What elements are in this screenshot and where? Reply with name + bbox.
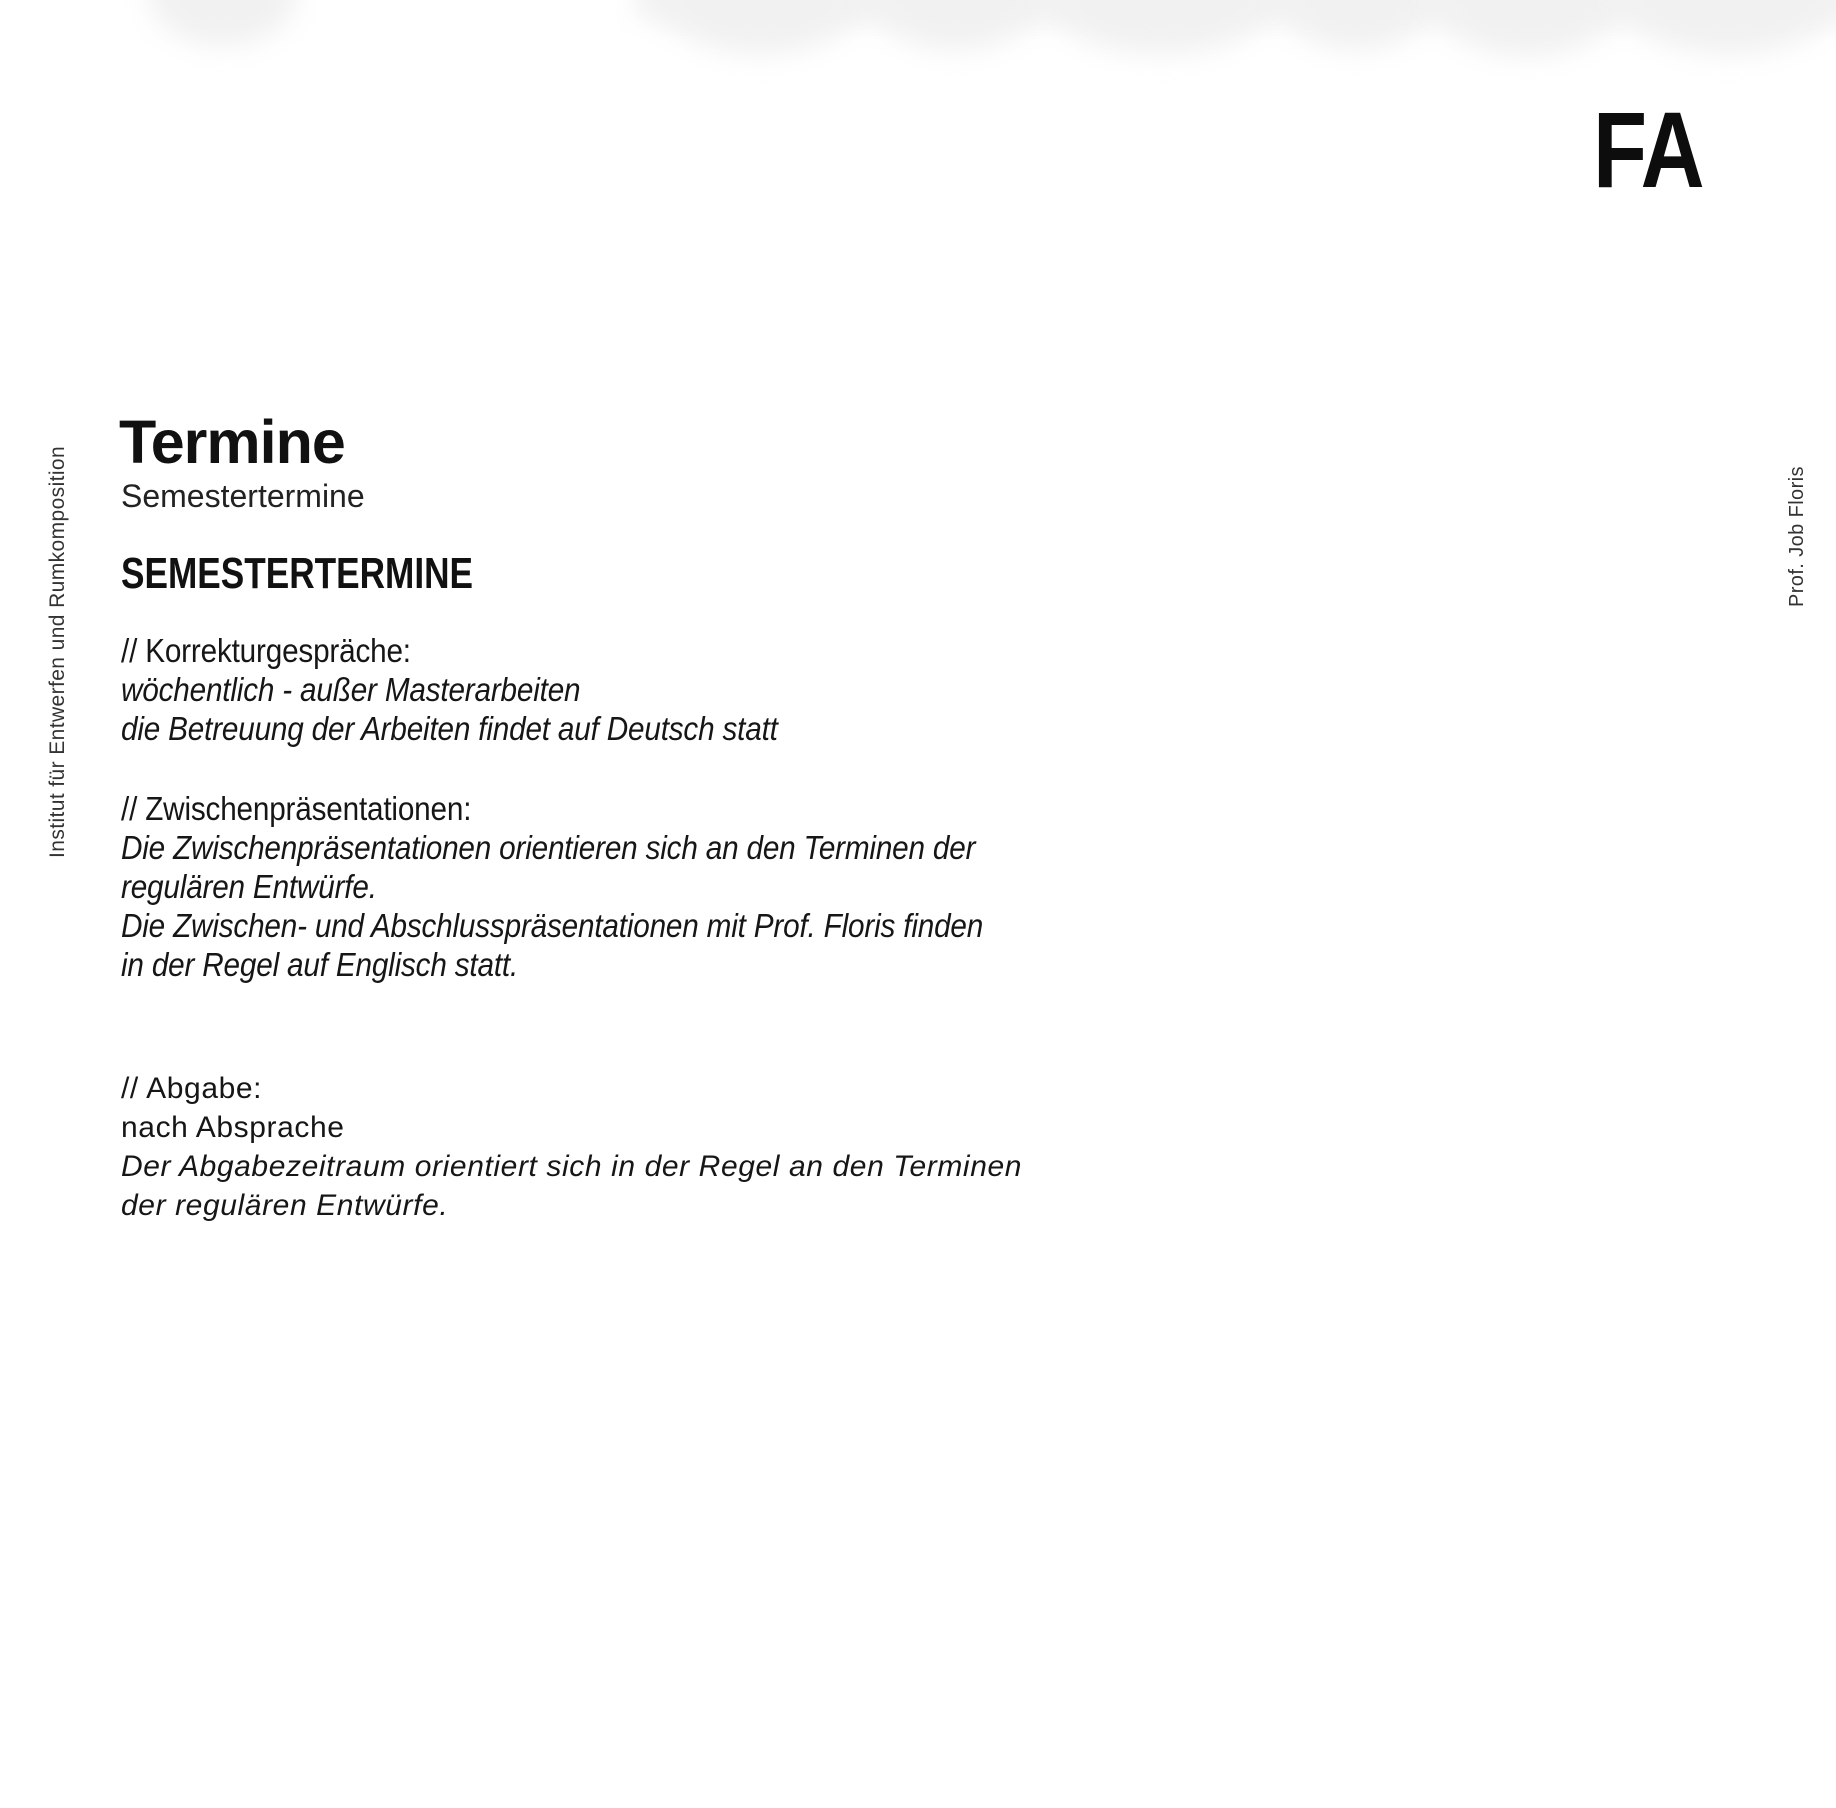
text-line: Die Zwischenpräsentationen orientieren sich an den Terminen der — [121, 829, 976, 866]
watermark-blob — [1428, 0, 1626, 56]
section-heading-text: SEMESTERTERMINE — [121, 549, 474, 598]
body-copy — [121, 631, 1271, 1225]
fa-logo-text: FA — [1593, 89, 1703, 210]
block-heading: // Korrekturgespräche: — [121, 632, 411, 669]
text-line: Die Zwischen- und Abschlusspräsentationen mit Prof. Floris finden — [121, 907, 984, 944]
text-line: nach Absprache — [121, 1111, 345, 1144]
fa-logo — [1593, 89, 1727, 210]
watermark-blob — [148, 0, 298, 46]
text-line: wöchentlich - außer Masterarbeiten — [121, 671, 581, 708]
text-line: die Betreuung der Arbeiten findet auf Deutsch statt — [121, 710, 778, 747]
text-line: in der Regel auf Englisch statt. — [121, 946, 519, 983]
block-abgabe — [121, 1069, 1271, 1225]
text-line: der regulären Entwürfe. — [121, 1189, 449, 1222]
block-korrekturgespraeche — [121, 631, 1271, 748]
page-title: Termine — [119, 408, 345, 476]
watermark-bar — [635, 0, 1836, 20]
watermark-blob — [1612, 0, 1836, 54]
block-heading: // Abgabe: — [121, 1072, 263, 1105]
block-zwischenpraesentationen — [121, 789, 1271, 984]
watermark-blob — [1272, 0, 1440, 50]
page-subtitle: Semestertermine — [121, 478, 365, 514]
professor-vertical-label: Prof. Job Floris — [1786, 466, 1808, 607]
top-watermark — [0, 0, 1836, 130]
watermark-blob — [1042, 0, 1280, 54]
text-line: regulären Entwürfe. — [121, 868, 377, 905]
block-heading: // Zwischenpräsentationen: — [121, 790, 472, 827]
watermark-blob — [862, 0, 1050, 50]
institute-vertical-label: Institut für Entwerfen und Rumkomposition — [46, 445, 69, 858]
section-heading — [121, 549, 561, 598]
watermark-blob — [652, 0, 870, 54]
text-line: Der Abgabezeitraum orientiert sich in der Regel an den Terminen — [121, 1150, 1023, 1183]
